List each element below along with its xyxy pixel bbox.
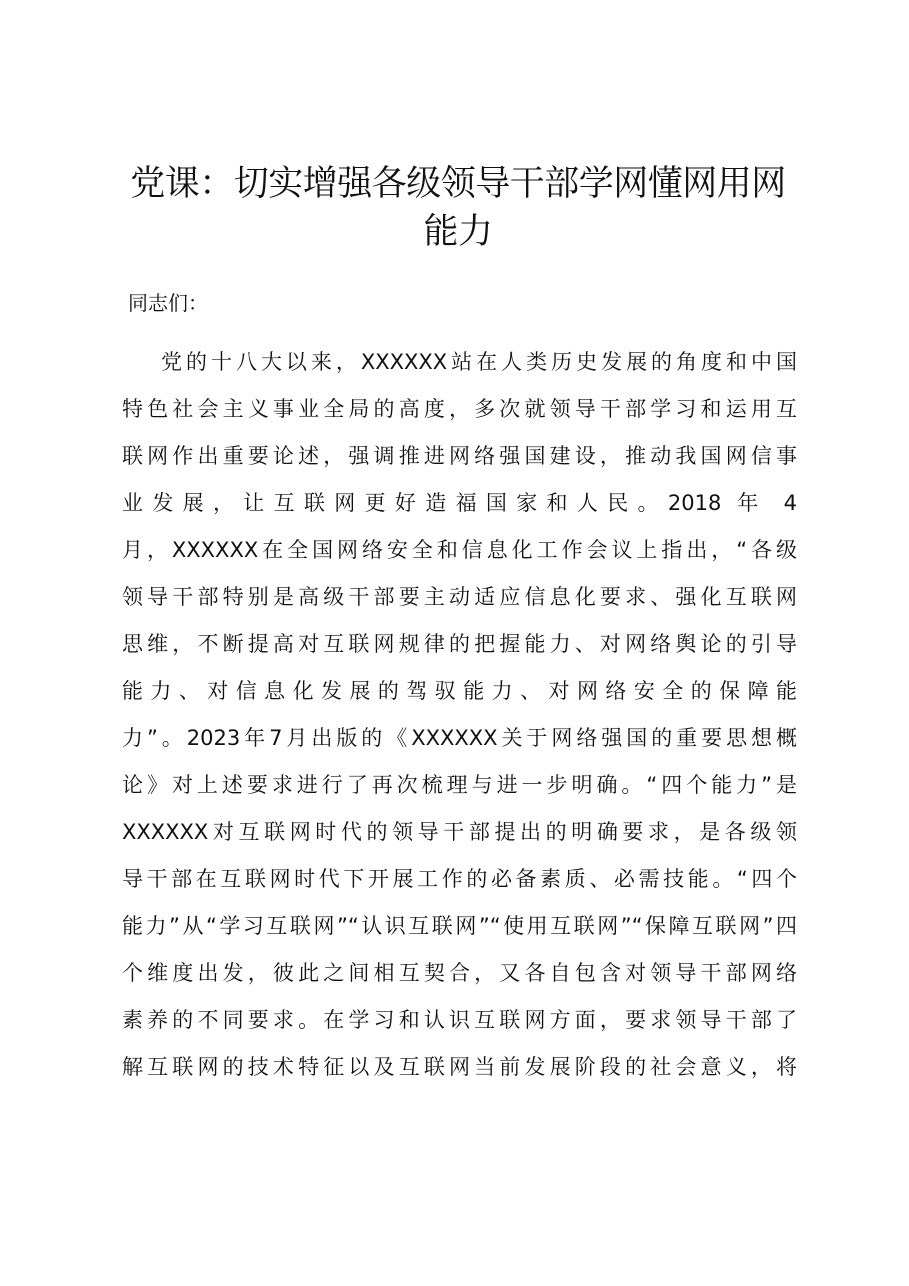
body-line: XXXXXX对互联网时代的领导干部提出的明确要求，是各级领 xyxy=(122,820,797,844)
body-line: 党的十八大以来，XXXXXX站在人类历史发展的角度和中国 xyxy=(161,350,797,374)
body-line: 导干部在互联网时代下开展工作的必备素质、必需技能。“四个 xyxy=(122,867,797,891)
body-line: 个维度出发，彼此之间相互契合，又各自包含对领导干部网络 xyxy=(122,961,797,985)
document-title: 党课：切实增强各级领导干部学网懂网用网能力 xyxy=(130,164,786,252)
body-line: 思维，不断提高对互联网规律的把握能力、对网络舆论的引导 xyxy=(122,632,797,656)
body-line: 领导干部特别是高级干部要主动适应信息化要求、强化互联网 xyxy=(122,585,797,609)
body-line: 论》对上述要求进行了再次梳理与进一步明确。“四个能力”是 xyxy=(122,773,797,797)
greeting: 同志们： xyxy=(128,291,208,315)
body-line: 月，XXXXXX在全国网络安全和信息化工作会议上指出，“各级 xyxy=(122,538,797,562)
body-line: 素养的不同要求。在学习和认识互联网方面，要求领导干部了 xyxy=(122,1008,797,1032)
body-line: 特色社会主义事业全局的高度，多次就领导干部学习和运用互 xyxy=(122,397,797,421)
body-line: 联网作出重要论述，强调推进网络强国建设，推动我国网信事 xyxy=(122,444,797,468)
body-line: 能力、对信息化发展的驾驭能力、对网络安全的保障能 xyxy=(122,679,797,703)
body-line: 力”。2023年7月出版的《XXXXXX关于网络强国的重要思想概 xyxy=(122,726,797,750)
body-line: 业发展，让互联网更好造福国家和人民。2018 年 4 xyxy=(122,491,797,515)
body-line: 能力”从“学习互联网”“认识互联网”“使用互联网”“保障互联网”四 xyxy=(122,914,797,938)
body-line: 解互联网的技术特征以及互联网当前发展阶段的社会意义，将 xyxy=(122,1055,797,1079)
body-text xyxy=(122,343,797,1095)
